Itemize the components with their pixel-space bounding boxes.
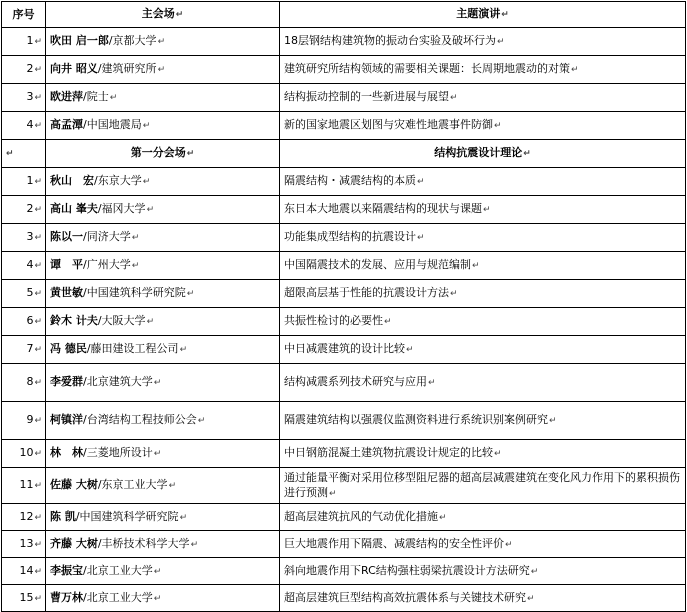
speaker-cell: 秋山 宏/东京大学↵ bbox=[46, 168, 280, 196]
speaker-cell: 吹田 启一郎/京都大学↵ bbox=[46, 28, 280, 56]
row-index: 4↵ bbox=[2, 252, 46, 280]
table-row bbox=[2, 585, 686, 612]
speaker-cell: 黄世敏/中国建筑科学研究院↵ bbox=[46, 280, 280, 308]
topic-cell: 中日钢筋混凝土建筑物抗震设计规定的比较↵ bbox=[280, 440, 686, 468]
speaker-cell: 佐藤 大树/东京工业大学↵ bbox=[46, 468, 280, 504]
table-row bbox=[2, 504, 686, 531]
speaker-cell: 李振宝/北京工业大学↵ bbox=[46, 558, 280, 585]
speaker-cell: 陈以一/同济大学↵ bbox=[46, 224, 280, 252]
session-header-venue: 第一分会场↵ bbox=[46, 140, 280, 168]
topic-cell: 新的国家地震区划图与灾难性地震事件防御↵ bbox=[280, 112, 686, 140]
row-index: 7↵ bbox=[2, 336, 46, 364]
session-header-row bbox=[2, 140, 686, 168]
program-table bbox=[1, 1, 686, 612]
table-row bbox=[2, 168, 686, 196]
topic-cell: 中日减震建筑的设计比较↵ bbox=[280, 336, 686, 364]
table-row bbox=[2, 364, 686, 402]
session-header-index: ↵ bbox=[2, 140, 46, 168]
table-row bbox=[2, 252, 686, 280]
table-row bbox=[2, 84, 686, 112]
header-plenary-topic: 主题演讲↵ bbox=[280, 2, 686, 28]
table-row bbox=[2, 336, 686, 364]
topic-cell: 通过能量平衡对采用位移型阻尼器的超高层减震建筑在变化风力作用下的累积损伤进行预测↵ bbox=[280, 468, 686, 504]
speaker-cell: 向井 昭义/建筑研究所↵ bbox=[46, 56, 280, 84]
row-index: 10↵ bbox=[2, 440, 46, 468]
speaker-cell: 高孟潭/中国地震局↵ bbox=[46, 112, 280, 140]
row-index: 6↵ bbox=[2, 308, 46, 336]
topic-cell: 隔震建筑结构以强震仪监测资料进行系统识别案例研究↵ bbox=[280, 402, 686, 440]
row-index: 4↵ bbox=[2, 112, 46, 140]
topic-cell: 超限高层基于性能的抗震设计方法↵ bbox=[280, 280, 686, 308]
speaker-cell: 陈 凯/中国建筑科学研究院↵ bbox=[46, 504, 280, 531]
row-index: 5↵ bbox=[2, 280, 46, 308]
topic-cell: 隔震结构・减震结构的本质↵ bbox=[280, 168, 686, 196]
row-index: 3↵ bbox=[2, 84, 46, 112]
speaker-cell: 柯镇洋/台湾结构工程技师公会↵ bbox=[46, 402, 280, 440]
speaker-cell: 曹万林/北京工业大学↵ bbox=[46, 585, 280, 612]
row-index: 15↵ bbox=[2, 585, 46, 612]
table-row bbox=[2, 558, 686, 585]
topic-cell: 巨大地震作用下隔震、减震结构的安全性评价↵ bbox=[280, 531, 686, 558]
table-row bbox=[2, 112, 686, 140]
topic-cell: 共振性检讨的必要性↵ bbox=[280, 308, 686, 336]
topic-cell: 中国隔震技术的发展、应用与规范编制↵ bbox=[280, 252, 686, 280]
speaker-cell: 欧进萍/院士↵ bbox=[46, 84, 280, 112]
topic-cell: 超高层建筑抗风的气动优化措施↵ bbox=[280, 504, 686, 531]
table-row bbox=[2, 531, 686, 558]
table-row bbox=[2, 56, 686, 84]
speaker-cell: 谭 平/广州大学↵ bbox=[46, 252, 280, 280]
speaker-cell: 鈴木 计夫/大阪大学↵ bbox=[46, 308, 280, 336]
table-row bbox=[2, 280, 686, 308]
topic-cell: 功能集成型结构的抗震设计↵ bbox=[280, 224, 686, 252]
row-index: 2↵ bbox=[2, 56, 46, 84]
row-index: 8↵ bbox=[2, 364, 46, 402]
session-header-topic: 结构抗震设计理论↵ bbox=[280, 140, 686, 168]
header-row bbox=[2, 2, 686, 28]
topic-cell: 18层钢结构建筑物的振动台实验及破坏行为↵ bbox=[280, 28, 686, 56]
topic-cell: 建筑研究所结构领域的需要相关课题：长周期地震动的对策↵ bbox=[280, 56, 686, 84]
row-index: 2↵ bbox=[2, 196, 46, 224]
speaker-cell: 高山 峯夫/福冈大学↵ bbox=[46, 196, 280, 224]
row-index: 14↵ bbox=[2, 558, 46, 585]
table-row bbox=[2, 468, 686, 504]
topic-cell: 结构振动控制的一些新进展与展望↵ bbox=[280, 84, 686, 112]
table-row bbox=[2, 28, 686, 56]
topic-cell: 东日本大地震以来隔震结构的现状与课题↵ bbox=[280, 196, 686, 224]
header-plenary-venue: 主会场↵ bbox=[46, 2, 280, 28]
table-row bbox=[2, 308, 686, 336]
speaker-cell: 林 林/三菱地所设计↵ bbox=[46, 440, 280, 468]
row-index: 3↵ bbox=[2, 224, 46, 252]
topic-cell: 斜向地震作用下RC结构强柱弱梁抗震设计方法研究↵ bbox=[280, 558, 686, 585]
table-row bbox=[2, 224, 686, 252]
speaker-cell: 冯 德民/藤田建设工程公司↵ bbox=[46, 336, 280, 364]
row-index: 1↵ bbox=[2, 28, 46, 56]
table-row bbox=[2, 402, 686, 440]
speaker-cell: 李爱群/北京建筑大学↵ bbox=[46, 364, 280, 402]
speaker-cell: 齐藤 大树/丰桥技术科学大学↵ bbox=[46, 531, 280, 558]
row-index: 12↵ bbox=[2, 504, 46, 531]
row-index: 9↵ bbox=[2, 402, 46, 440]
table-row bbox=[2, 196, 686, 224]
header-index: 序号 bbox=[2, 2, 46, 28]
table-row bbox=[2, 440, 686, 468]
row-index: 13↵ bbox=[2, 531, 46, 558]
row-index: 1↵ bbox=[2, 168, 46, 196]
row-index: 11↵ bbox=[2, 468, 46, 504]
topic-cell: 结构减震系列技术研究与应用↵ bbox=[280, 364, 686, 402]
topic-cell: 超高层建筑巨型结构高效抗震体系与关键技术研究↵ bbox=[280, 585, 686, 612]
